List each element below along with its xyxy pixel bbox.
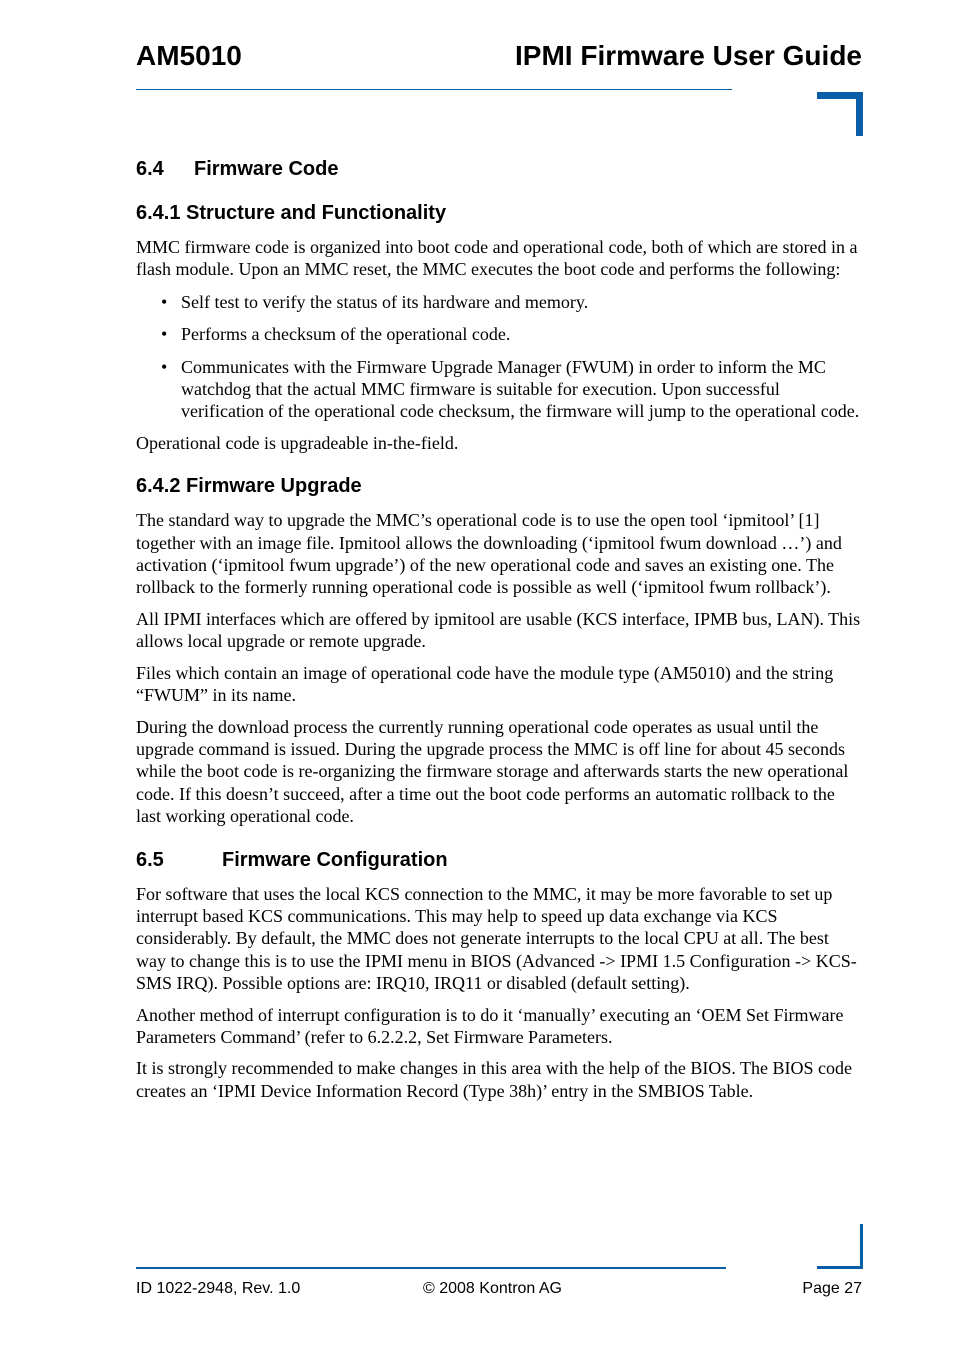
section-heading-6-4-1 — [136, 200, 862, 226]
list-item — [136, 291, 862, 313]
paragraph: MMC firmware code is organized into boot code and operational code, both of which are stored in a flash module. Upon an MMC reset, the MMC executes the boot code and performs the following: — [136, 237, 858, 280]
bullet-list — [136, 291, 862, 423]
section-number: 6.4 — [136, 158, 164, 180]
list-item-text: Self test to verify the status of its hardware and memory. — [181, 291, 589, 312]
section-heading-6-4-2 — [136, 473, 862, 499]
paragraph: Operational code is upgradeable in-the-field. — [136, 432, 459, 453]
paragraph: It is strongly recommended to make changes in this area with the help of the BIOS. The BIOS code creates an ‘IPMI Device Information Record (Type 38h)’ entry in the SMBIOS Table. — [136, 1058, 853, 1101]
footer-copyright: © 2008 Kontron AG — [423, 1280, 562, 1297]
paragraph: All IPMI interfaces which are offered by ipmitool are usable (KCS interface, IPMB bus, LAN). This allows local upgrade or remote upgrade. — [136, 608, 861, 652]
section-number: 6.4.2 — [136, 475, 181, 498]
list-item — [136, 323, 862, 345]
section-title: Structure and Functionality — [186, 202, 447, 224]
header-corner-vertical — [856, 92, 863, 136]
paragraph: Files which contain an image of operational code have the module type (AM5010) and the string “FWUM” in its name. — [136, 662, 834, 706]
section-number: 6.5 — [136, 848, 164, 871]
bullet-icon: • — [161, 291, 168, 312]
paragraph: For software that uses the local KCS connection to the MMC, it may be more favorable to set up interrupt based KCS communications. This may help to speed up data exchange via KCS considerably. By default, the MMC does not generate interrupts to the local CPU at all. The best way to change this is to use the IPMI menu in BIOS (Advanced -> IPMI 1.5 Configuration -> KCS-SMS IRQ). Possible options are: IRQ10, IRQ11 or disabled (default setting). — [136, 883, 857, 994]
paragraph: During the download process the currently running operational code operates as usual until the upgrade command is issued. During the upgrade process the MMC is off line for about 45 seconds while the boot code is re-organizing the firmware storage and afterwards starts the new operational code. If this doesn’t succeed, after a time out the boot code performs an automatic rollback to the last working operational code. — [136, 716, 849, 827]
list-item — [136, 356, 862, 423]
section-title: Firmware Code — [194, 158, 339, 180]
section-heading-6-4 — [136, 156, 862, 182]
header-rule — [136, 89, 732, 90]
footer-page-number: Page 27 — [802, 1280, 862, 1297]
footer-corner-horizontal — [817, 1266, 863, 1269]
footer-rule — [136, 1267, 726, 1269]
section-title: Firmware Configuration — [222, 848, 448, 871]
section-title: Firmware Upgrade — [186, 475, 362, 498]
page-content — [136, 156, 862, 1102]
paragraph: Another method of interrupt configuration is to do it ‘manually’ executing an ‘OEM Set Firmware Parameters Command’ (refer to 6.2.2.2, Set Firmware Parameters. — [136, 1004, 844, 1047]
list-item-text: Communicates with the Firmware Upgrade Manager (FWUM) in order to inform the MC watchdog that the actual MMC firmware is suitable for execution. Upon successful verification of the operational code checksum, the firmware will jump to the operational code. — [181, 356, 860, 422]
paragraph: The standard way to upgrade the MMC’s operational code is to use the open tool ‘ipmitool’ [1] together with an image file. Ipmitool allows the downloading (‘ipmitool fwum download …’) and activation (‘ipmitool fwum upgrade’) of the new operational code and saves an existing one. The rollback to the formerly running operational code is possible as well (‘ipmitool fwum rollback’). — [136, 510, 842, 598]
bullet-icon: • — [161, 356, 168, 377]
section-heading-6-5 — [136, 847, 862, 873]
section-number: 6.4.1 — [136, 202, 181, 224]
header-title: IPMI Firmware User Guide — [515, 40, 862, 71]
list-item-text: Performs a checksum of the operational code. — [181, 324, 511, 345]
header-product: AM5010 — [136, 40, 242, 71]
footer-doc-id: ID 1022-2948, Rev. 1.0 — [136, 1280, 301, 1297]
footer-corner-vertical — [860, 1224, 863, 1269]
bullet-icon: • — [161, 324, 168, 345]
